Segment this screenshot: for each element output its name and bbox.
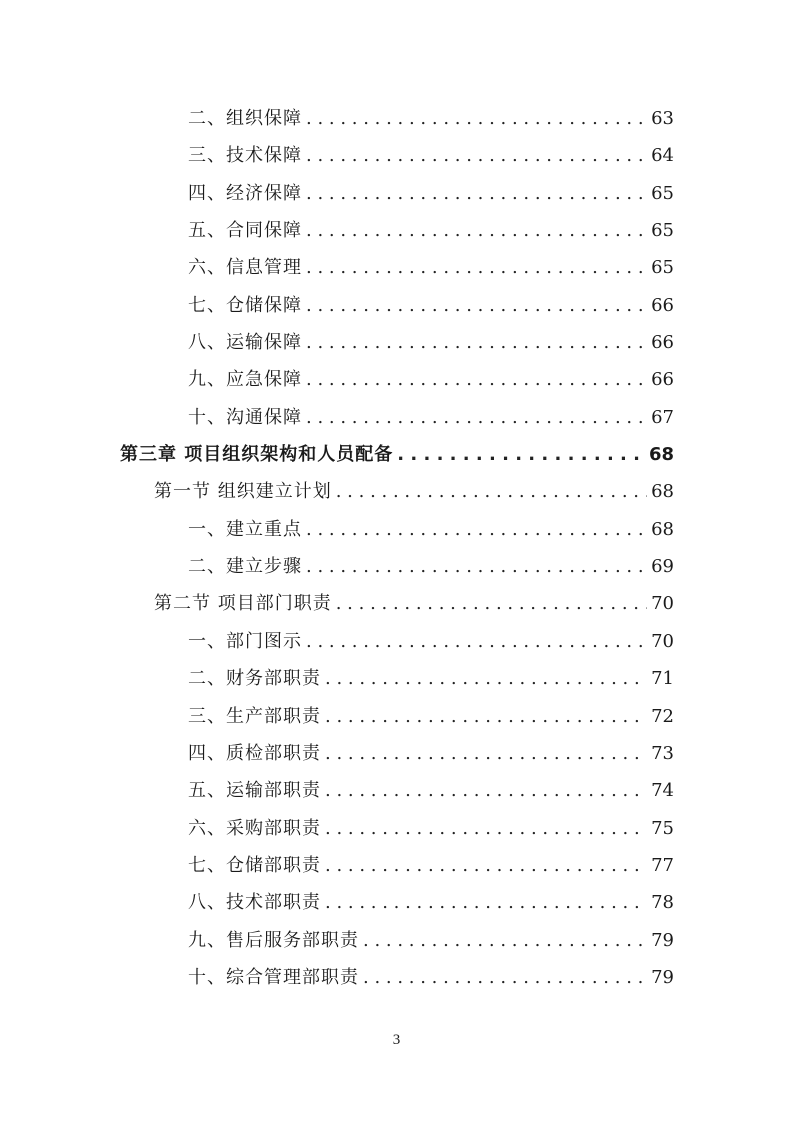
table-of-contents bbox=[120, 100, 674, 996]
toc-entry-title: 五、运输部职责 bbox=[188, 780, 321, 802]
toc-entry-page: 65 bbox=[651, 182, 674, 204]
toc-entry[interactable] bbox=[120, 511, 674, 548]
toc-entry-page: 79 bbox=[651, 966, 674, 988]
toc-dot-leader bbox=[325, 884, 647, 921]
toc-entry[interactable] bbox=[120, 548, 674, 585]
toc-entry-page: 66 bbox=[651, 294, 674, 316]
toc-entry-page: 69 bbox=[651, 556, 674, 578]
toc-entry-title: 八、运输保障 bbox=[188, 332, 302, 354]
toc-dot-leader bbox=[336, 473, 647, 510]
toc-entry-title: 第一节 组织建立计划 bbox=[154, 481, 332, 503]
toc-entry-page: 70 bbox=[651, 630, 674, 652]
toc-dot-leader bbox=[306, 511, 647, 548]
toc-dot-leader bbox=[363, 922, 647, 959]
toc-dot-leader bbox=[306, 100, 647, 137]
toc-entry-page: 68 bbox=[651, 518, 674, 540]
toc-entry-title: 五、合同保障 bbox=[188, 220, 302, 242]
toc-entry-title: 九、售后服务部职责 bbox=[188, 929, 359, 951]
toc-entry-page: 66 bbox=[651, 369, 674, 391]
toc-entry-page: 73 bbox=[651, 742, 674, 764]
toc-entry-title: 第二节 项目部门职责 bbox=[154, 593, 332, 615]
toc-entry-page: 66 bbox=[651, 332, 674, 354]
toc-entry[interactable] bbox=[120, 212, 674, 249]
toc-entry[interactable] bbox=[120, 847, 674, 884]
toc-entry[interactable] bbox=[120, 772, 674, 809]
toc-entry[interactable] bbox=[120, 137, 674, 174]
toc-dot-leader bbox=[306, 212, 647, 249]
toc-entry-page: 74 bbox=[651, 780, 674, 802]
toc-entry[interactable] bbox=[120, 698, 674, 735]
toc-dot-leader bbox=[363, 959, 647, 996]
toc-dot-leader bbox=[325, 847, 647, 884]
toc-entry-title: 七、仓储部职责 bbox=[188, 854, 321, 876]
toc-entry-page: 77 bbox=[651, 854, 674, 876]
toc-entry-page: 68 bbox=[648, 444, 674, 466]
toc-entry[interactable] bbox=[120, 922, 674, 959]
toc-dot-leader bbox=[325, 735, 647, 772]
toc-entry-title: 十、沟通保障 bbox=[188, 406, 302, 428]
toc-entry[interactable] bbox=[120, 810, 674, 847]
toc-dot-leader bbox=[325, 810, 647, 847]
toc-entry-title: 三、技术保障 bbox=[188, 145, 302, 167]
toc-entry[interactable] bbox=[120, 399, 674, 436]
toc-entry[interactable] bbox=[120, 249, 674, 286]
toc-entry[interactable] bbox=[120, 436, 674, 473]
toc-entry-title: 四、质检部职责 bbox=[188, 742, 321, 764]
toc-dot-leader bbox=[306, 399, 647, 436]
toc-dot-leader bbox=[336, 585, 647, 622]
toc-entry-title: 九、应急保障 bbox=[188, 369, 302, 391]
toc-entry-page: 71 bbox=[651, 668, 674, 690]
toc-dot-leader bbox=[306, 548, 647, 585]
toc-entry-page: 65 bbox=[651, 220, 674, 242]
toc-entry-page: 65 bbox=[651, 257, 674, 279]
toc-dot-leader bbox=[325, 772, 647, 809]
toc-dot-leader bbox=[306, 175, 647, 212]
toc-entry-page: 67 bbox=[651, 406, 674, 428]
toc-entry-page: 78 bbox=[651, 892, 674, 914]
toc-entry-page: 68 bbox=[651, 481, 674, 503]
toc-dot-leader bbox=[306, 623, 647, 660]
toc-entry[interactable] bbox=[120, 175, 674, 212]
toc-entry-title: 十、综合管理部职责 bbox=[188, 966, 359, 988]
toc-entry-page: 64 bbox=[651, 145, 674, 167]
toc-dot-leader bbox=[306, 249, 647, 286]
toc-entry[interactable] bbox=[120, 884, 674, 921]
toc-entry[interactable] bbox=[120, 100, 674, 137]
toc-entry[interactable] bbox=[120, 473, 674, 510]
toc-entry-title: 二、建立步骤 bbox=[188, 556, 302, 578]
toc-dot-leader bbox=[306, 137, 647, 174]
toc-entry[interactable] bbox=[120, 361, 674, 398]
toc-entry-title: 第三章 项目组织架构和人员配备 bbox=[120, 444, 394, 466]
toc-entry[interactable] bbox=[120, 623, 674, 660]
toc-dot-leader bbox=[325, 698, 647, 735]
toc-entry[interactable] bbox=[120, 324, 674, 361]
toc-entry-title: 七、仓储保障 bbox=[188, 294, 302, 316]
toc-entry-page: 70 bbox=[651, 593, 674, 615]
toc-entry[interactable] bbox=[120, 735, 674, 772]
toc-entry-title: 二、财务部职责 bbox=[188, 668, 321, 690]
toc-entry-title: 六、采购部职责 bbox=[188, 817, 321, 839]
toc-entry-page: 63 bbox=[651, 108, 674, 129]
toc-entry-title: 六、信息管理 bbox=[188, 257, 302, 279]
toc-dot-leader bbox=[325, 660, 647, 697]
toc-entry-title: 八、技术部职责 bbox=[188, 892, 321, 914]
toc-entry-page: 75 bbox=[651, 817, 674, 839]
page-number: 3 bbox=[392, 1032, 401, 1048]
toc-entry[interactable] bbox=[120, 585, 674, 622]
toc-entry-page: 72 bbox=[651, 705, 674, 727]
toc-entry-title: 二、组织保障 bbox=[188, 108, 302, 129]
toc-entry[interactable] bbox=[120, 287, 674, 324]
toc-entry-title: 一、部门图示 bbox=[188, 630, 302, 652]
toc-entry-title: 四、经济保障 bbox=[188, 182, 302, 204]
toc-dot-leader bbox=[306, 361, 647, 398]
toc-entry[interactable] bbox=[120, 959, 674, 996]
toc-entry-title: 一、建立重点 bbox=[188, 518, 302, 540]
toc-entry[interactable] bbox=[120, 660, 674, 697]
toc-dot-leader bbox=[306, 287, 647, 324]
toc-dot-leader bbox=[397, 436, 645, 473]
toc-entry-page: 79 bbox=[651, 929, 674, 951]
toc-entry-title: 三、生产部职责 bbox=[188, 705, 321, 727]
toc-dot-leader bbox=[306, 324, 647, 361]
